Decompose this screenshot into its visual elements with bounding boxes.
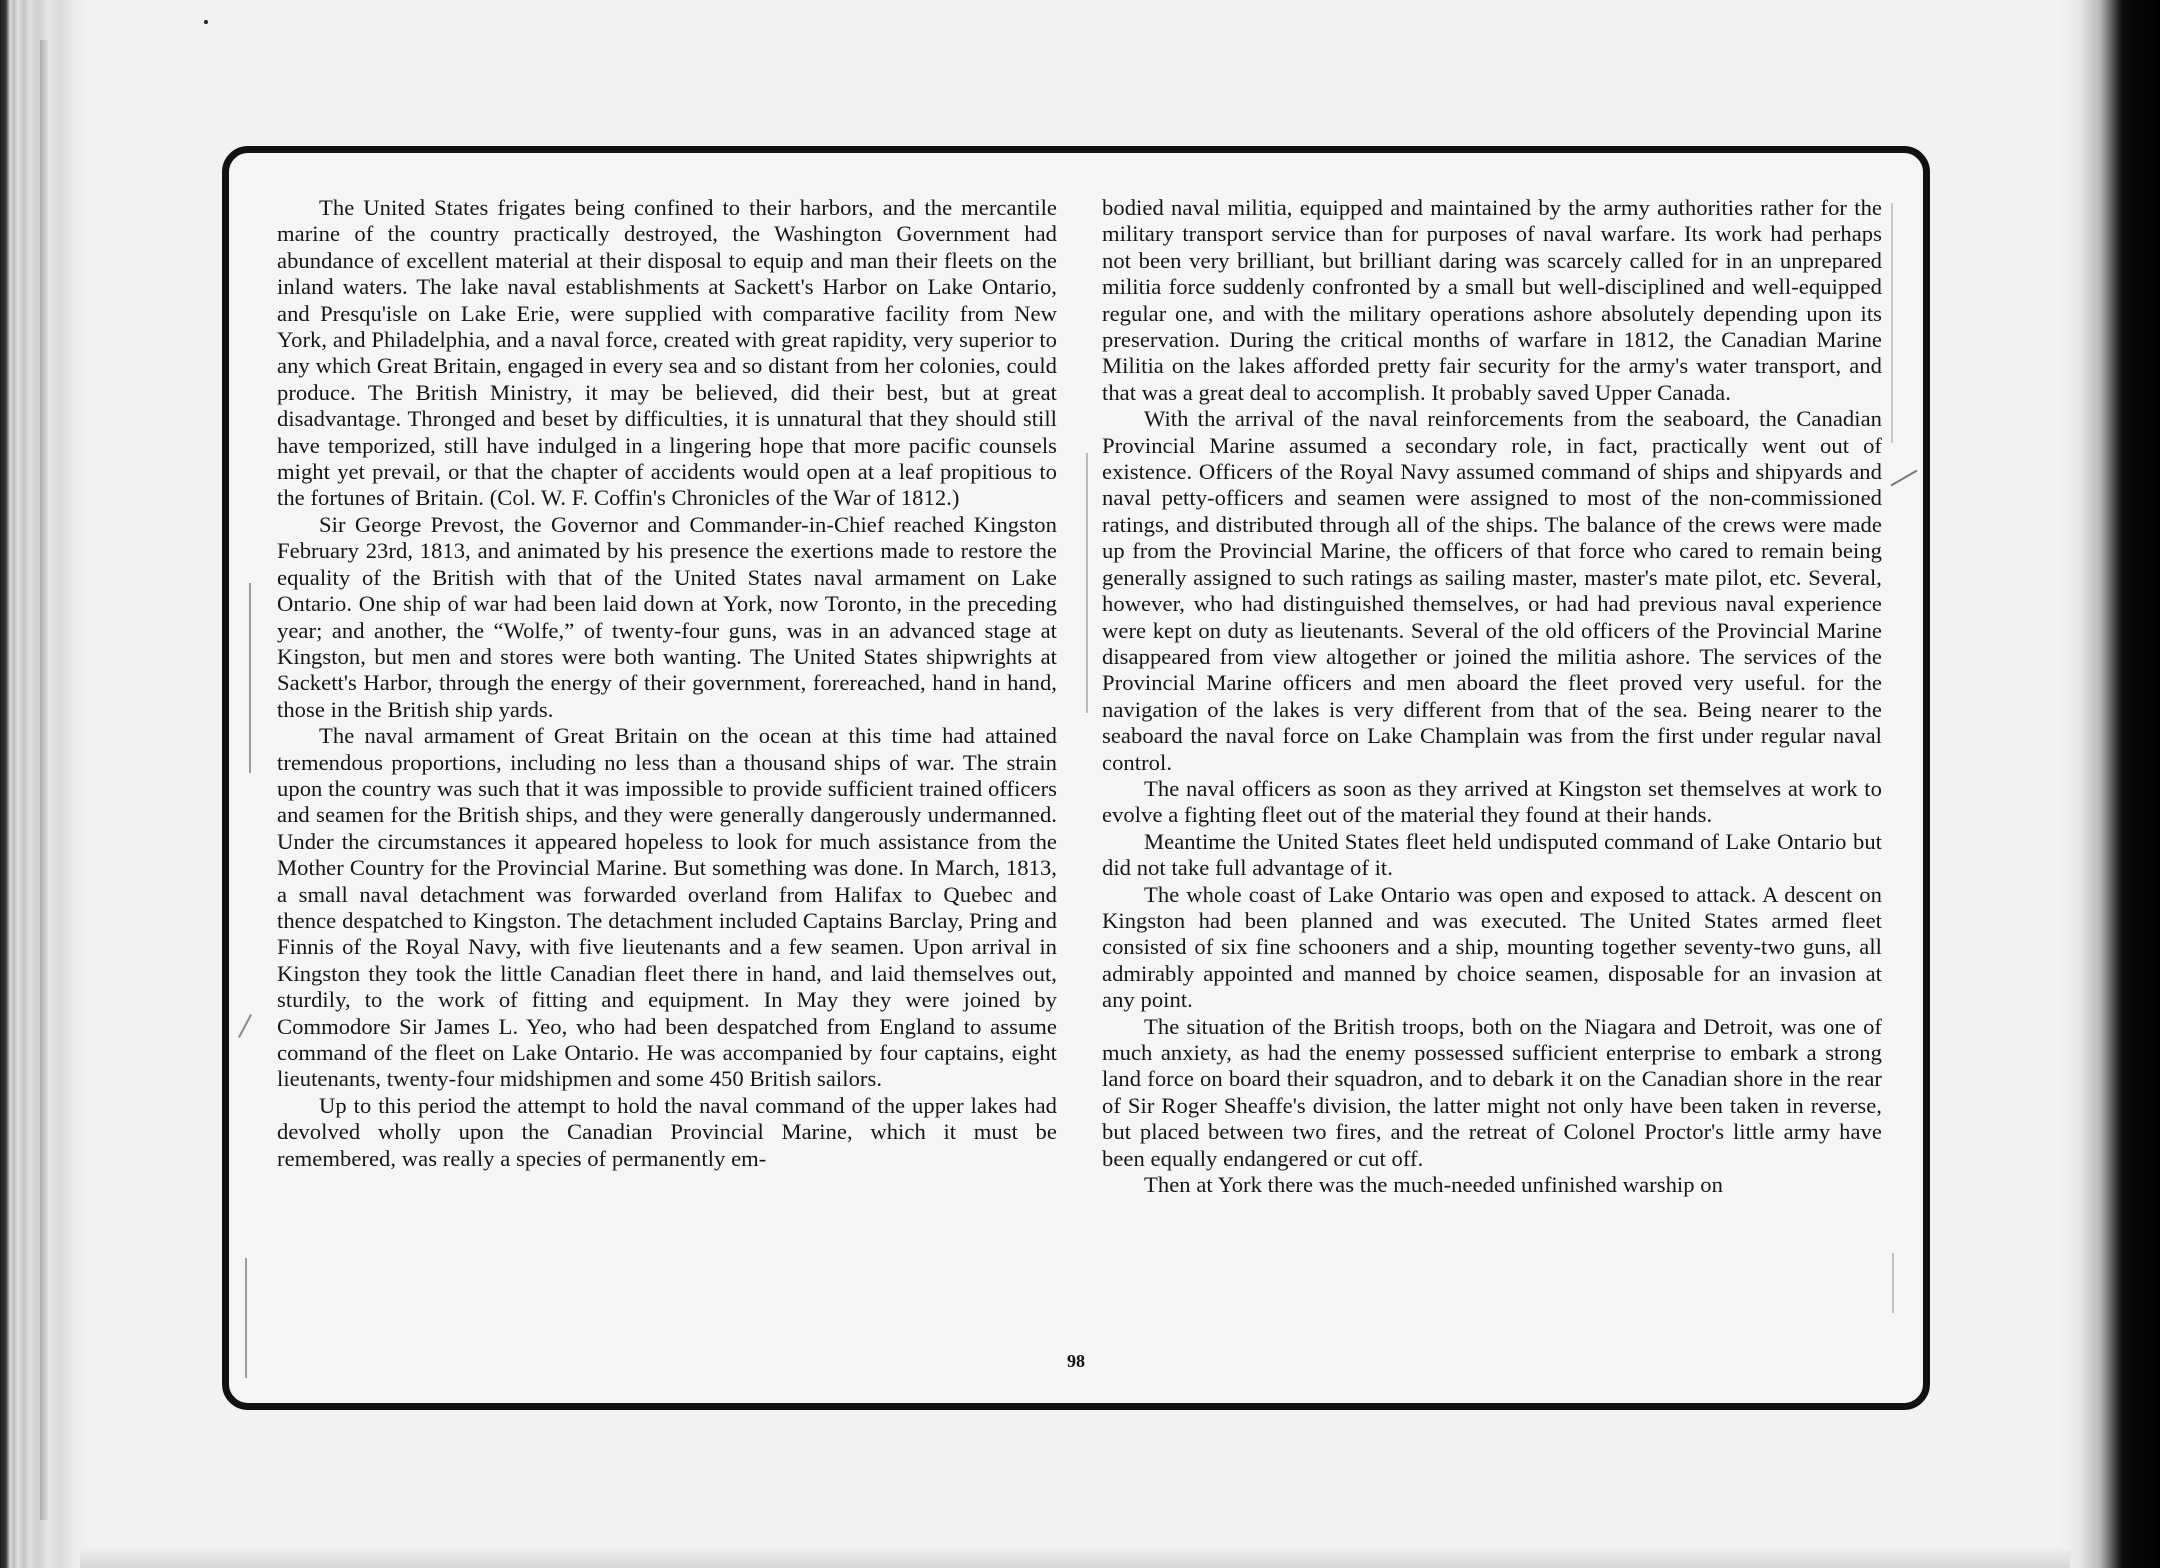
paragraph: Up to this period the attempt to hold the naval command of the upper lakes had devolved wholly upon the Canadian Provincial Marine, which it must be remembered, was really a species of permanently em- — [277, 1092, 1057, 1171]
margin-mark — [245, 1258, 247, 1378]
page-number: 98 — [1067, 1351, 1085, 1371]
page-border-frame — [222, 146, 1930, 1410]
paragraph: The naval armament of Great Britain on the ocean at this time had attained tremendous proportions, including no less than a thousand ships of war. The strain upon the country was such that it was impossible to provide sufficient trained officers and seamen for the British ships, and they were generally dangerously undermanned. Under the circumstances it appeared hopeless to look for much assistance from the Mother Country for the Provincial Marine. But something was done. In March, 1813, a small naval detachment was forwarded overland from Halifax to Quebec and thence despatched to Kingston. The detachment included Captains Barclay, Pring and Finnis of the Royal Navy, with five lieutenants and a few seamen. Upon arrival in Kingston they took the little Canadian fleet there in hand, and laid themselves out, sturdily, to the work of fitting and equipment. In May they were joined by Commodore Sir James L. Yeo, who had been despatched from England to assume command of the fleet on Lake Ontario. He was accompanied by four captains, eight lieutenants, twenty-four midshipmen and some 450 British sailors. — [277, 723, 1057, 1092]
margin-mark — [1891, 470, 1918, 487]
paragraph: The naval officers as soon as they arrived at Kingston set themselves at work to evolve a fighting fleet out of the material they found at their hands. — [1102, 775, 1882, 828]
margin-mark — [1891, 203, 1893, 443]
left-column — [277, 195, 1057, 1172]
margin-mark — [1892, 1253, 1894, 1313]
right-column — [1102, 195, 1882, 1198]
margin-mark — [238, 1014, 252, 1038]
paragraph: The situation of the British troops, both on the Niagara and Detroit, was one of much anxiety, as had the enemy possessed sufficient enterprise to embark a strong land force on board their squadron, and to debark it on the Canadian shore in the rear of Sir Roger Sheaffe's division, the latter might not only have been taken in reverse, but placed between two fires, and the retreat of Colonel Proctor's little army have been equally endangered or cut off. — [1102, 1013, 1882, 1171]
paragraph: The United States frigates being confined to their harbors, and the mercantile marine of the country practically destroyed, the Washington Government had abundance of excellent material at their disposal to equip and man their fleets on the inland waters. The lake naval establishments at Sackett's Harbor on Lake Ontario, and Presqu'isle on Lake Erie, were supplied with comparative facility from New York, and Philadelphia, and a naval force, created with great rapidity, very superior to any which Great Britain, engaged in every sea and so distant from her colonies, could produce. The British Ministry, it may be believed, did their best, but at great disadvantage. Thronged and beset by difficulties, it is unnatural that they should still have temporized, still have indulged in a lingering hope that more pacific counsels might yet prevail, or that the chapter of accidents would open at a leaf propitious to the fortunes of Britain. (Col. W. F. Coffin's Chronicles of the War of 1812.) — [277, 195, 1057, 511]
paragraph: Then at York there was the much-needed unfinished warship on — [1144, 1172, 1723, 1198]
paragraph: Meantime the United States fleet held undisputed command of Lake Ontario but did not take full advantage of it. — [1102, 828, 1882, 881]
paragraph: With the arrival of the naval reinforcements from the seaboard, the Canadian Provincial Marine assumed a secondary role, in fact, practically went out of existence. Officers of the Royal Navy assumed command of ships and shipyards and naval petty-officers and seamen were assigned to most of the non-commissioned ratings, and distributed through all of the ships. The balance of the crews were made up from the Provincial Marine, the officers of that force who cared to remain being generally assigned to such ratings as sailing master, master's mate pilot, etc. Several, however, who had distinguished themselves, or had had previous naval experience were kept on duty as lieutenants. Several of the old officers of the Provincial Marine disappeared from view altogether or joined the militia ashore. The services of the Provincial Marine officers and men aboard the fleet proved very useful. for the navigation of the lakes is very different from that of the sea. Being nearer to the seaboard the naval force on Lake Champlain was from the first under regular naval control. — [1102, 406, 1882, 775]
speck — [204, 20, 208, 24]
paragraph: Sir George Prevost, the Governor and Commander-in-Chief reached Kingston February 23rd, 1813, and animated by his presence the exertions made to restore the equality of the British with that of the United States naval armament on Lake Ontario. One ship of war had been laid down at York, now Toronto, in the preceding year; and another, the “Wolfe,” of twenty-four guns, was in an advanced stage at Kingston, but men and stores were both wanting. The United States shipwrights at Sackett's Harbor, through the energy of their government, forereached, hand in hand, those in the British ship yards. — [277, 511, 1057, 722]
margin-mark — [1086, 453, 1088, 713]
margin-mark — [249, 583, 251, 773]
paragraph: bodied naval militia, equipped and maintained by the army authorities rather for the military transport service than for purposes of naval warfare. Its work had perhaps not been very brilliant, but brilliant daring was scarcely called for in an unprepared militia force suddenly confronted by a small but well-disciplined and well-equipped regular one, and with the military operations ashore absolutely depending upon its preservation. During the critical months of warfare in 1812, the Canadian Marine Militia on the lakes afforded pretty fair security for the army's water transport, and that was a great deal to accomplish. It probably saved Upper Canada. — [1102, 195, 1882, 405]
scan-bottom-edge — [80, 1546, 2070, 1568]
paragraph: The whole coast of Lake Ontario was open and exposed to attack. A descent on Kingston had been planned and was executed. The United States armed fleet consisted of six fine schooners and a ship, mounting together seventy-two guns, all admirably appointed and manned by choice seamen, disposable for an invasion at any point. — [1102, 881, 1882, 1013]
binding-shadow — [40, 40, 48, 1520]
scan-right-edge — [2060, 0, 2160, 1568]
